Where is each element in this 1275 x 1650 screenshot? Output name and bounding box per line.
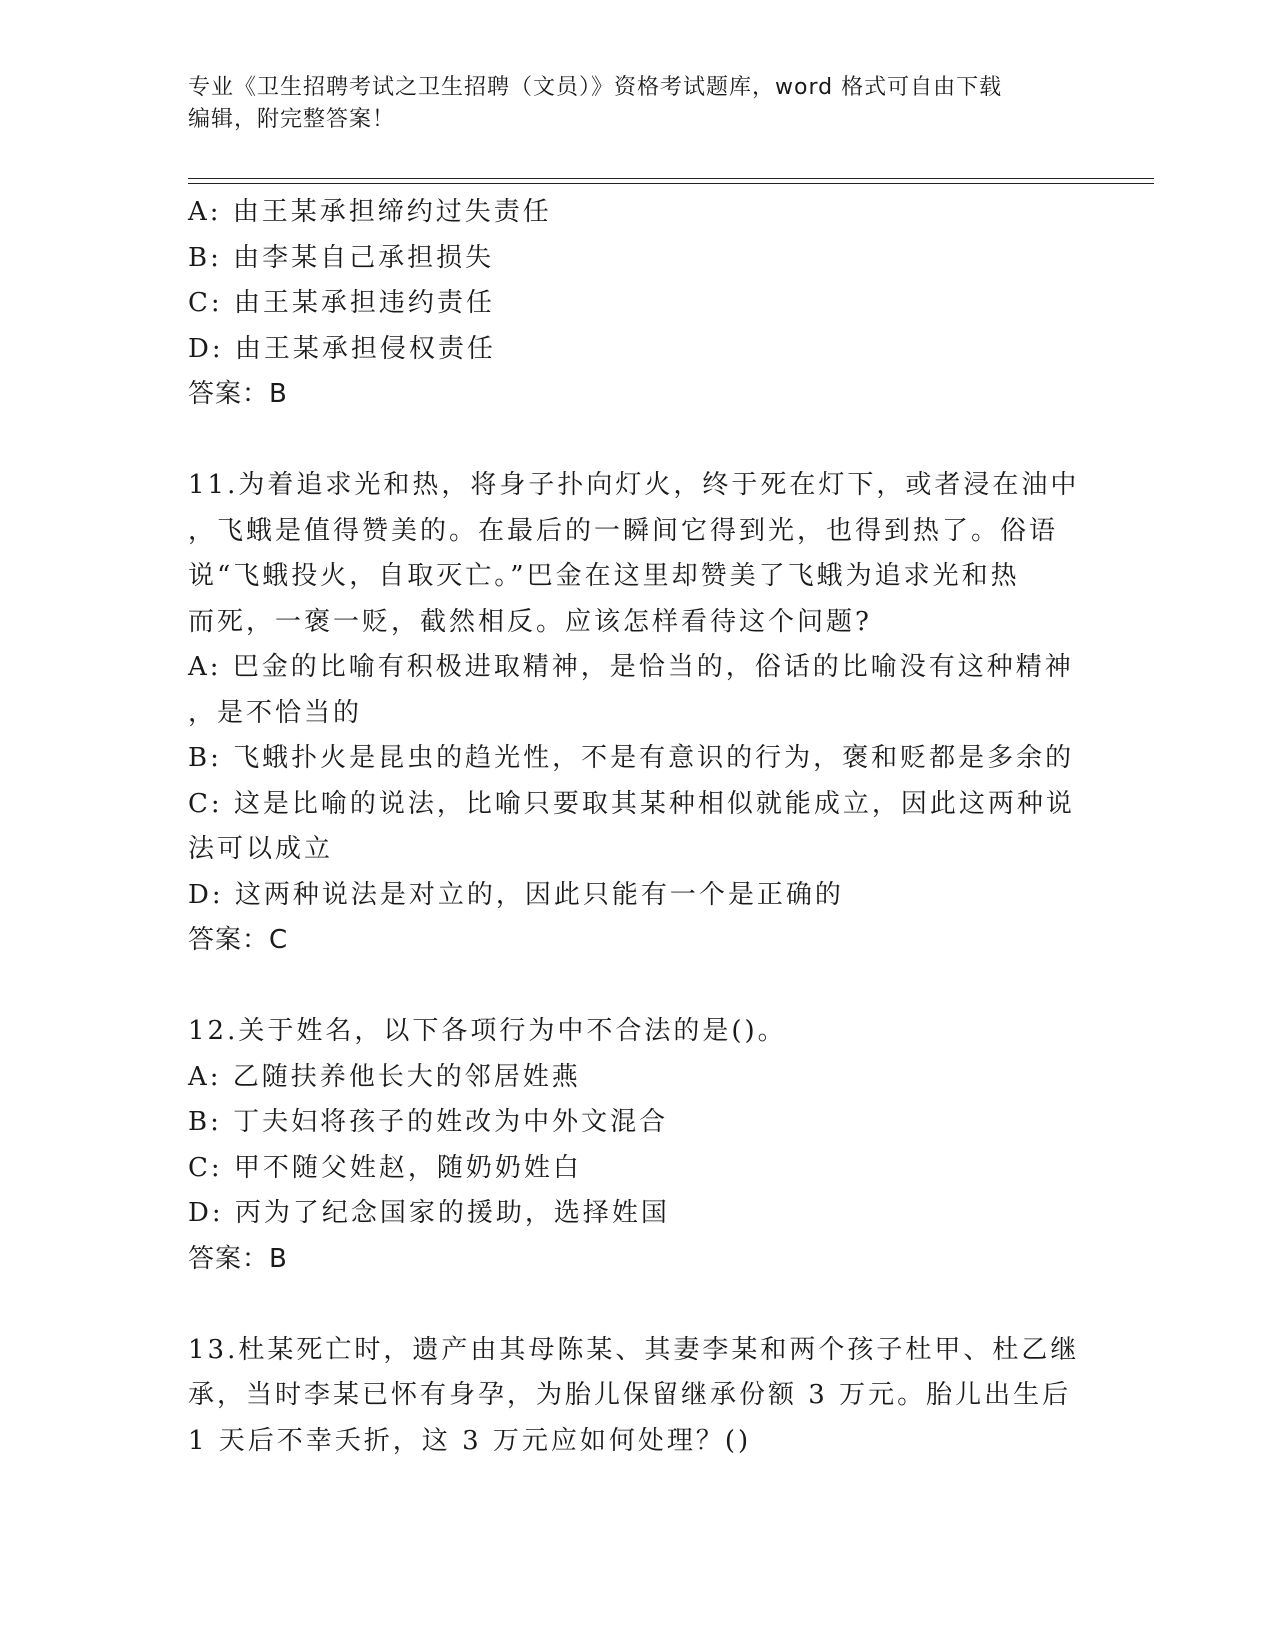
spacer	[188, 964, 1068, 1010]
q11-option-d: D: 这两种说法是对立的，因此只能有一个是正确的	[188, 879, 844, 910]
q12-answer: 答案：B	[188, 1243, 288, 1274]
question-10-options	[188, 190, 1068, 418]
q11-stem-line: 11.为着追求光和热，将身子扑向灯火，终于死在灯下，或者浸在油中	[188, 470, 1080, 500]
q11-stem-line: 而死，一褒一贬，截然相反。应该怎样看待这个问题?	[188, 606, 872, 637]
q11-answer: 答案：C	[188, 925, 289, 955]
q13-stem-line: 承，当时李某已怀有身孕，为胎儿保留继承份额 3 万元。胎儿出生后	[188, 1380, 1072, 1410]
q10-answer: 答案：B	[188, 379, 288, 409]
header-divider	[188, 178, 1154, 184]
q12-option-b: B: 丁夫妇将孩子的姓改为中外文混合	[188, 1107, 669, 1137]
q10-option-d: D: 由王某承担侵权责任	[188, 333, 496, 364]
q12-stem: 12.关于姓名，以下各项行为中不合法的是()。	[188, 1016, 787, 1046]
q13-stem-line: 1 天后不幸夭折，这 3 万元应如何处理？()	[188, 1425, 752, 1456]
question-content	[188, 190, 1080, 1464]
q11-stem-line: 说“飞蛾投火，自取灭亡。”巴金在这里却赞美了飞蛾为追求光和热	[188, 561, 1020, 591]
q10-option-c: C: 由王某承担违约责任	[188, 288, 495, 318]
q12-option-d: D: 丙为了纪念国家的援助，选择姓国	[188, 1198, 670, 1228]
spacer	[188, 1282, 1068, 1328]
spacer	[188, 418, 1068, 464]
q12-option-c: C: 甲不随父姓赵，随奶奶姓白	[188, 1152, 582, 1183]
header-line-1: 专业《卫生招聘考试之卫生招聘（文员）》资格考试题库，word 格式可自由下载	[188, 75, 1003, 100]
question-12	[188, 1009, 1068, 1282]
question-11	[188, 463, 1080, 964]
question-13	[188, 1328, 1080, 1465]
q11-stem-line: ，飞蛾是值得赞美的。在最后的一瞬间它得到光，也得到热了。俗语	[188, 515, 1059, 546]
header-line-2: 编辑，附完整答案！	[188, 107, 396, 132]
q13-stem-line: 13.杜某死亡时，遗产由其母陈某、其妻李某和两个孩子杜甲、杜乙继	[188, 1334, 1080, 1365]
q11-option-a-cont: ，是不恰当的	[188, 697, 363, 728]
q11-option-c-cont: 法可以成立	[188, 834, 334, 864]
document-header	[188, 72, 1068, 136]
q10-option-b: B: 由李某自己承担损失	[188, 242, 495, 273]
q10-option-a: A: 由王某承担缔约过失责任	[188, 197, 552, 227]
q11-option-a: A: 巴金的比喻有积极进取精神，是恰当的，俗话的比喻没有这种精神	[188, 652, 1074, 682]
q11-option-b: B: 飞蛾扑火是昆虫的趋光性，不是有意识的行为，褒和贬都是多余的	[188, 743, 1075, 773]
q12-option-a: A: 乙随扶养他长大的邻居姓燕	[188, 1061, 581, 1092]
q11-option-c: C: 这是比喻的说法，比喻只要取其某种相似就能成立，因此这两种说	[188, 788, 1075, 819]
